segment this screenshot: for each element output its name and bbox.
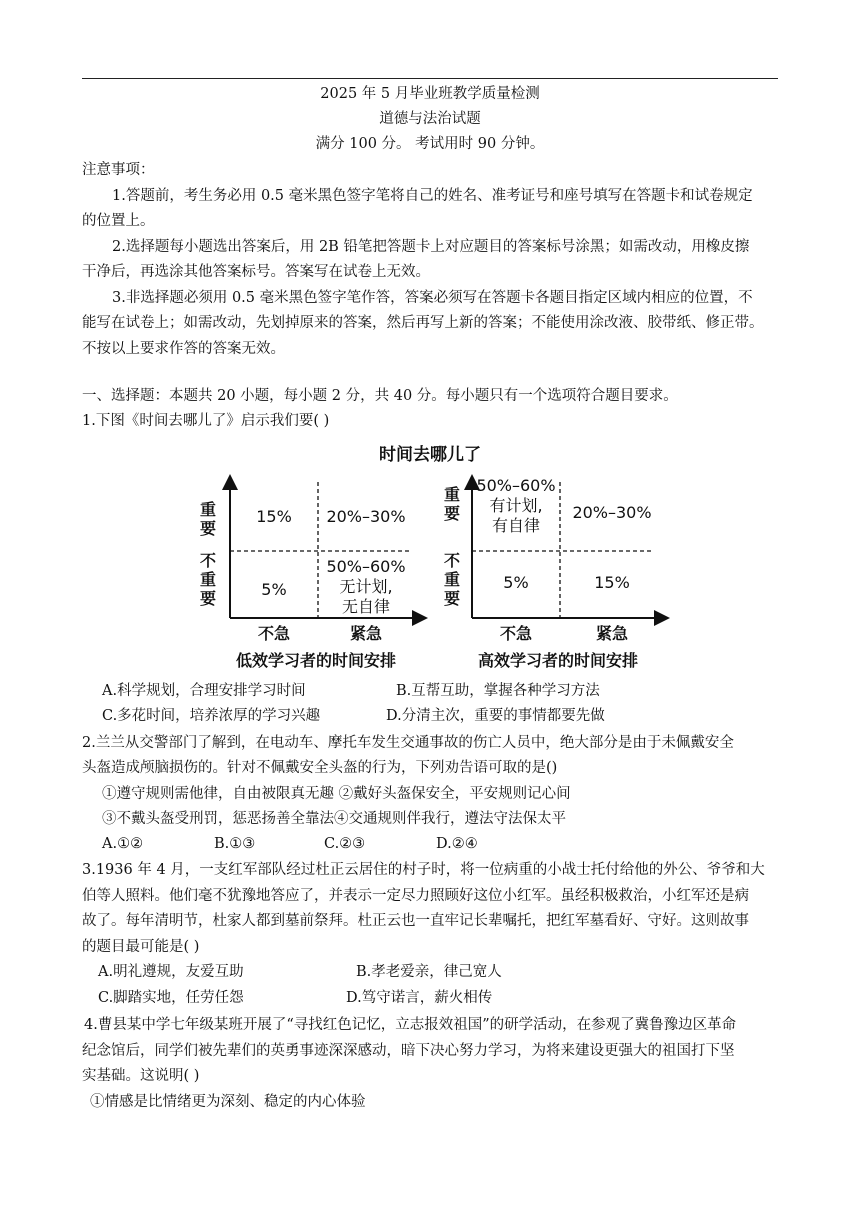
q4-item: ①情感是比情绪更为深刻、稳定的内心体验	[90, 1094, 366, 1110]
notice-line: 干净后，再选涂其他答案标号。答案写在试卷上无效。	[82, 264, 430, 280]
svg-text:不重要: 不重要	[443, 551, 461, 608]
q2-items: ①遵守规则需他律，自由被限真无趣 ②戴好头盔保安全，平安规则记心间	[102, 786, 571, 802]
notice-line: 能写在试卷上；如需改动，先划掉原来的答案，然后再写上新的答案；不能使用涂改液、胶带纸、修正带。	[82, 315, 764, 331]
q3-stem: 的题目最可能是( )	[82, 939, 200, 955]
cell-top-left: 50%–60%	[476, 476, 556, 495]
notice-line: 3.非选择题必须用 0.5 毫米黑色签字笔作答，答案必须写在答题卡各题目指定区域内相应的位置，不	[112, 290, 753, 306]
svg-text:重要: 重要	[443, 485, 461, 523]
q4-stem: 4.曹县某中学七年级某班开展了“寻找红色记忆，立志报效祖国”的研学活动，在参观了冀鲁豫边区革命	[84, 1017, 737, 1033]
left-chart	[190, 440, 420, 670]
cell-top-left: 有计划,	[489, 496, 543, 515]
cell-top-right: 20%–30%	[572, 503, 652, 522]
cell-bottom-left: 5%	[503, 573, 529, 592]
q3-stem: 伯等人照料。他们毫不犹豫地答应了，并表示一定尽力照顾好这位小红军。虽经积极救治，小红军还是病	[82, 888, 749, 904]
notice-line: 的位置上。	[82, 213, 155, 229]
q3-stem: 故了。每年清明节，杜家人都到墓前祭拜。杜正云也一直牢记长辈嘱托，把红军墓看好、守好。这则故事	[82, 913, 749, 929]
cell-top-left: 有自律	[491, 516, 541, 535]
exam-title: 2025 年 5 月毕业班教学质量检测	[320, 86, 540, 102]
q3-stem: 3.1936 年 4 月，一支红军部队经过杜正云居住的村子时，将一位病重的小战士托付给他的外公、爷爷和大	[82, 862, 765, 878]
q1-option-d: D.分清主次，重要的事情都要先做	[386, 708, 605, 724]
score-time-line: 满分 100 分。 考试用时 90 分钟。	[315, 136, 545, 152]
x-label-not-urgent: 不急	[257, 624, 291, 643]
section-heading: 一、选择题：本题共 20 小题，每小题 2 分，共 40 分。每小题只有一个选项符合题目要求。	[82, 388, 678, 404]
figure-title: 时间去哪儿了	[379, 445, 481, 465]
q3-option-c: C.脚踏实地，任劳任怨	[98, 990, 244, 1006]
cell-bottom-left: 5%	[261, 580, 287, 599]
q4-stem: 实基础。这说明( )	[82, 1068, 200, 1084]
x-label-urgent: 紧急	[595, 624, 629, 643]
q3-option-a: A.明礼遵规，友爱互助	[98, 964, 244, 980]
y-label-unimportant: 不重要	[199, 551, 217, 608]
q1-figure	[190, 440, 670, 675]
q1-option-c: C.多花时间，培养浓厚的学习兴趣	[102, 708, 321, 724]
x-label-not-urgent: 不急	[499, 624, 533, 643]
cell-top-left: 15%	[256, 507, 292, 526]
q2-option-a: A.①②	[102, 836, 144, 852]
notice-line: 1.答题前，考生务必用 0.5 毫米黑色签字笔将自己的姓名、准考证号和座号填写在答题卡和试卷规定	[112, 188, 753, 204]
subject-title: 道德与法治试题	[379, 111, 481, 127]
q2-option-c: C.②③	[324, 836, 366, 852]
q2-stem: 头盔造成颅脑损伤的。针对不佩戴安全头盔的行为，下列劝告语可取的是()	[82, 760, 558, 776]
cell-bottom-right: 50%–60%	[326, 557, 406, 576]
q2-stem: 2.兰兰从交警部门了解到，在电动车、摩托车发生交通事故的伤亡人员中，绝大部分是由于未佩戴安全	[82, 735, 734, 751]
q3-option-b: B.孝老爱亲，律己宽人	[356, 964, 502, 980]
cell-bottom-right: 无自律	[341, 597, 391, 616]
q2-option-b: B.①③	[214, 836, 256, 852]
q2-option-d: D.②④	[436, 836, 478, 852]
cell-bottom-right: 无计划,	[339, 577, 393, 596]
q4-stem: 纪念馆后，同学们被先辈们的英勇事迹深深感动，暗下决心努力学习，为将来建设更强大的祖国打下坚	[82, 1043, 735, 1059]
top-rule	[82, 78, 778, 79]
q1-option-a: A.科学规划，合理安排学习时间	[102, 683, 306, 699]
left-caption: 低效学习者的时间安排	[235, 651, 397, 670]
right-caption: 高效学习者的时间安排	[477, 651, 639, 670]
notice-line: 不按以上要求作答的答案无效。	[82, 341, 285, 357]
q1-option-b: B.互帮互助，掌握各种学习方法	[396, 683, 600, 699]
q3-option-d: D.笃守诺言，薪火相传	[346, 990, 493, 1006]
notice-line: 2.选择题每小题选出答案后，用 2B 铅笔把答题卡上对应题目的答案标号涂黑；如需改动，用橡皮擦	[112, 239, 750, 255]
cell-top-right: 20%–30%	[326, 507, 406, 526]
q1-stem: 1.下图《时间去哪儿了》启示我们要( )	[82, 413, 330, 429]
cell-bottom-right: 15%	[594, 573, 630, 592]
x-label-urgent: 紧急	[349, 624, 383, 643]
q2-items: ③不戴头盔受刑罚，惩恶扬善全靠法④交通规则伴我行，遵法守法保太平	[102, 811, 566, 827]
y-label-important: 重要	[199, 500, 217, 538]
notice-heading: 注意事项：	[82, 162, 155, 178]
